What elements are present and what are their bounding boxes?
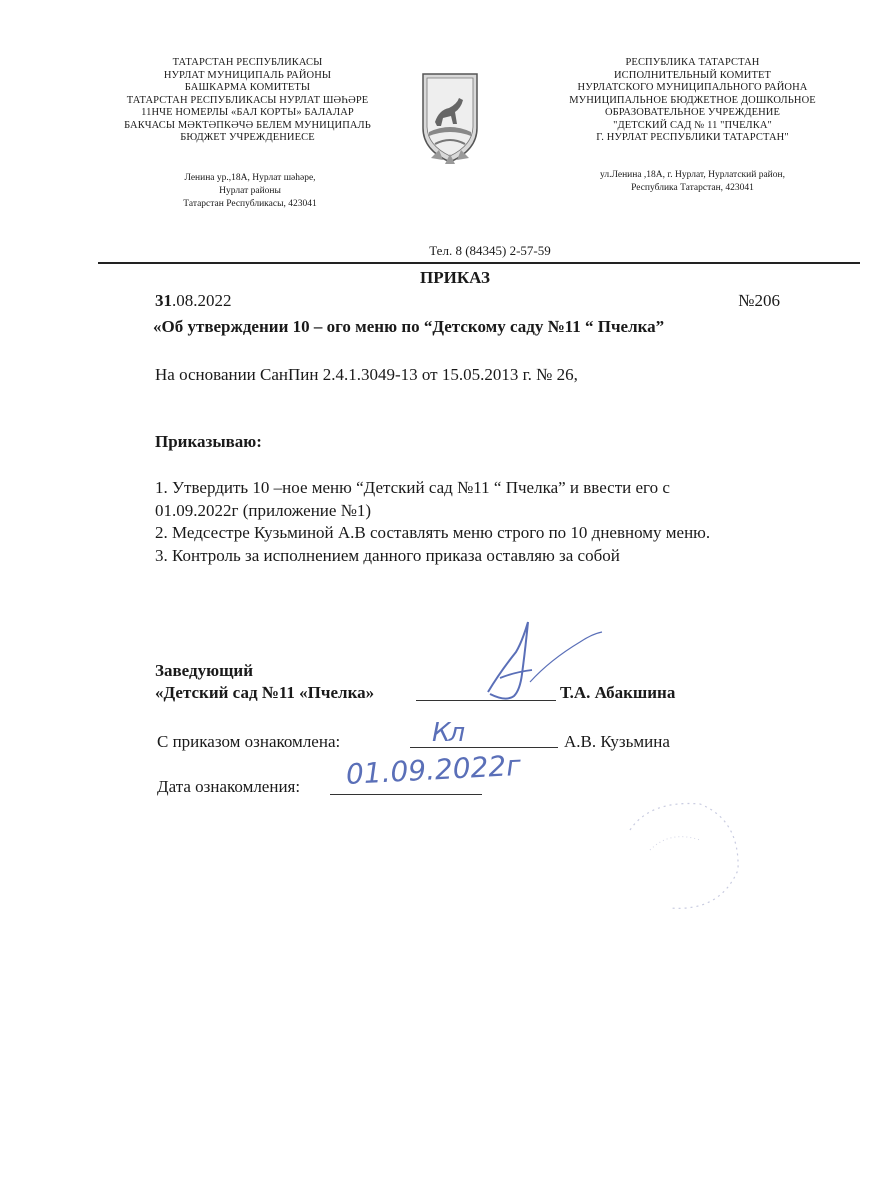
ack-initials: Кл	[432, 718, 464, 748]
header-right-line: "ДЕТСКИЙ САД № 11 "ПЧЕЛКА"	[613, 119, 772, 131]
order-item: 2. Медсестре Кузьминой А.В составлять меню строго по 10 дневному меню.	[155, 523, 711, 542]
order-item: 01.09.2022г (приложение №1)	[155, 500, 372, 520]
order-date-rest: .08.2022	[172, 291, 232, 310]
address-line: Ленина ур.,18А, Нурлат шәһәре,	[184, 173, 316, 183]
header-right-line: ИСПОЛНИТЕЛЬНЫЙ КОМИТЕТ	[614, 69, 771, 81]
address-line: Нурлат районы	[219, 186, 281, 196]
header-left-address	[140, 172, 360, 211]
order-subject: «Об утверждении 10 – ого меню по “Детскому саду №11 “ Пчелка”	[153, 317, 665, 336]
header-right-line: НУРЛАТСКОГО МУНИЦИПАЛЬНОГО РАЙОНА	[577, 82, 808, 93]
header-left-line: НУРЛАТ МУНИЦИПАЛЬ РАЙОНЫ	[163, 69, 332, 81]
address-line: Республика Татарстан, 423041	[631, 183, 754, 193]
header-divider	[98, 262, 860, 264]
header-left-line: ТАТАРСТАН РЕСПУБЛИКАСЫ	[172, 57, 323, 68]
ack-name: А.В. Кузьмина	[564, 732, 670, 751]
order-title: ПРИКАЗ	[420, 268, 490, 287]
order-date	[155, 290, 232, 311]
header-right-line: РЕСПУБЛИКА ТАТАРСТАН	[625, 57, 760, 68]
coat-of-arms-emblem	[415, 70, 485, 170]
order-item: 3. Контроль за исполнением данного приказа оставляю за собой	[155, 545, 620, 565]
ack-date-line	[330, 794, 482, 795]
order-item: 1. Утвердить 10 –ное меню “Детский сад №11 “ Пчелка” и ввести его с	[155, 478, 670, 497]
head-title: Заведующий	[155, 661, 254, 680]
header-right-line: МУНИЦИПАЛЬНОЕ БЮДЖЕТНОЕ ДОШКОЛЬНОЕ	[569, 94, 816, 106]
order-number: №206	[738, 291, 780, 310]
header-right-line: ОБРАЗОВАТЕЛЬНОЕ УЧРЕЖДЕНИЕ	[605, 107, 780, 118]
ack-date-handwritten: 01.09.2022г	[345, 748, 522, 791]
address-line: ул.Ленина ,18А, г. Нурлат, Нурлатский район,	[600, 170, 785, 180]
ack-label: С приказом ознакомлена:	[157, 732, 341, 751]
head-org: «Детский сад №11 «Пчелка»	[155, 683, 375, 702]
header-left-line: 11НЧЕ НОМЕРЛЫ «БАЛ КОРТЫ» БАЛАЛАР	[141, 107, 354, 118]
header-left-line: БАКЧАСЫ МӘКТӘПКӘЧӘ БЕЛЕМ МУНИЦИПАЛЬ	[124, 119, 371, 131]
order-basis: На основании СанПин 2.4.1.3049-13 от 15.05.2013 г. № 26,	[155, 365, 578, 384]
order-directive: Приказываю:	[155, 432, 262, 451]
header-right-address	[560, 169, 825, 195]
address-line: Татарстан Республикасы, 423041	[183, 199, 317, 209]
header-right-org	[545, 57, 840, 145]
header-left-line: БЮДЖЕТ УЧРЕЖДЕНИЕСЕ	[180, 132, 315, 143]
faint-stamp	[610, 790, 750, 920]
header-left-org	[95, 57, 400, 145]
header-left-line: БАШКАРМА КОМИТЕТЫ	[184, 82, 311, 93]
header-right-line: Г. НУРЛАТ РЕСПУБЛИКИ ТАТАРСТАН"	[596, 132, 789, 143]
head-signature	[470, 612, 610, 712]
header-left-line: ТАТАРСТАН РЕСПУБЛИКАСЫ НУРЛАТ ШӘҺӘРЕ	[126, 94, 369, 106]
order-date-day: 31	[155, 291, 172, 310]
ack-date-label: Дата ознакомления:	[157, 777, 301, 796]
head-name: Т.А. Абакшина	[560, 683, 676, 702]
phone-line: Тел. 8 (84345) 2-57-59	[429, 243, 551, 258]
order-items	[155, 477, 855, 567]
